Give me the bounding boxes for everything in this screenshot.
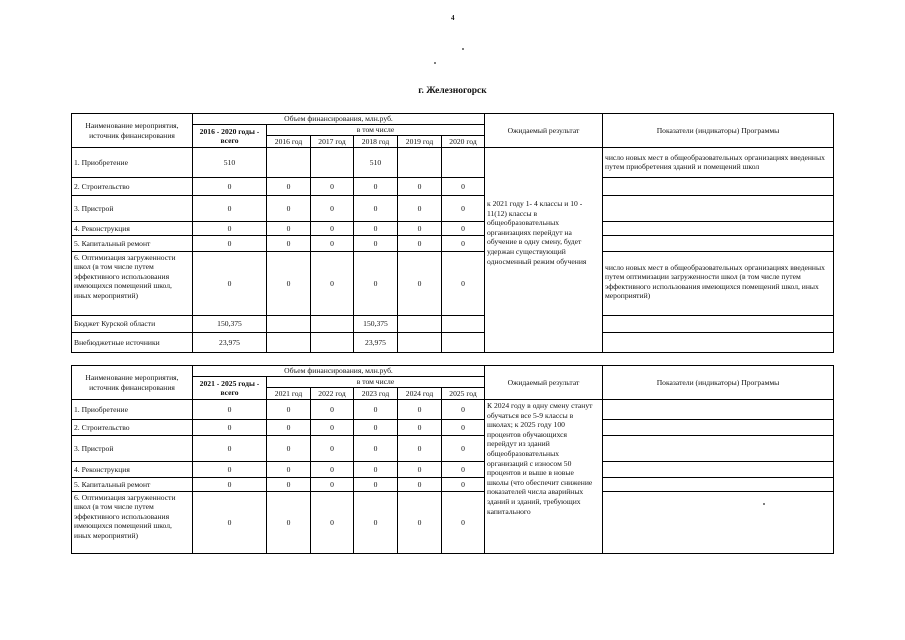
cell-value: 0 <box>442 400 485 420</box>
cell-value: 0 <box>398 478 442 492</box>
cell-value: 0 <box>311 400 354 420</box>
col-header-year: 2017 год <box>311 136 354 148</box>
cell-value: 0 <box>267 436 311 462</box>
cell-value: 0 <box>267 420 311 436</box>
cell-value <box>311 148 354 178</box>
col-header-year: 2023 год <box>354 388 398 400</box>
col-header-year: 2024 год <box>398 388 442 400</box>
cell-value: 0 <box>442 436 485 462</box>
cell-value: 0 <box>311 178 354 196</box>
cell-value: 0 <box>398 400 442 420</box>
indicator-cell: число новых мест в общеобразовательных организациях введенных путем приобретения зданий и помещений школ <box>603 148 833 178</box>
cell-value: 0 <box>267 492 311 553</box>
cell-value: 0 <box>354 478 398 492</box>
col-header-year: 2022 год <box>311 388 354 400</box>
indicator-cell <box>603 178 833 196</box>
cell-value: 0 <box>311 196 354 222</box>
cell-total: 150,375 <box>193 316 267 333</box>
cell-value <box>442 333 485 352</box>
expected-result-text: К 2024 году в одну смену станут обучаться все 5-9 классы в школах; к 2025 году 100 процентов обучающихся перейдут из зданий общеобразовательных организаций с износом 50 процентов и выше в новые школы (что обеспечит снижение показателей числа аварийных зданий и зданий, требующих капитального <box>487 401 593 516</box>
row-name: 4. Реконструкция <box>72 222 193 236</box>
cell-value <box>442 316 485 333</box>
cell-total: 0 <box>193 436 267 462</box>
col-header-indicators: Показатели (индикаторы) Программы <box>603 114 833 148</box>
cell-value: 0 <box>267 178 311 196</box>
cell-total: 0 <box>193 478 267 492</box>
row-name: 5. Капитальный ремонт <box>72 236 193 252</box>
cell-value: 0 <box>354 462 398 478</box>
cell-value <box>398 316 442 333</box>
cell-value: 150,375 <box>354 316 398 333</box>
cell-value <box>267 316 311 333</box>
row-name: 4. Реконструкция <box>72 462 193 478</box>
cell-value: 510 <box>354 148 398 178</box>
col-header-year: 2016 год <box>267 136 311 148</box>
cell-value: 0 <box>311 420 354 436</box>
cell-value: 0 <box>354 196 398 222</box>
financing-table-2016-2020 <box>71 113 834 353</box>
scan-speck <box>763 503 765 505</box>
cell-value: 0 <box>311 236 354 252</box>
cell-value: 0 <box>442 196 485 222</box>
row-name: 2. Строительство <box>72 178 193 196</box>
row-name: 2. Строительство <box>72 420 193 436</box>
cell-value: 0 <box>398 492 442 553</box>
col-header-total: 2021 - 2025 годы - всего <box>193 377 267 400</box>
cell-value: 0 <box>442 178 485 196</box>
cell-value: 0 <box>354 178 398 196</box>
col-header-year: 2025 год <box>442 388 485 400</box>
col-header-volume: Объем финансирования, млн.руб. <box>193 366 485 377</box>
cell-value: 0 <box>442 252 485 316</box>
cell-value: 0 <box>442 478 485 492</box>
page-number: 4 <box>451 14 455 22</box>
cell-value: 0 <box>354 420 398 436</box>
cell-value <box>267 333 311 352</box>
cell-total: 0 <box>193 252 267 316</box>
row-name: 6. Оптимизация загруженности школ (в том числе путем эффективного использования имеющихся помещений школ, иных мероприятий) <box>72 252 193 316</box>
cell-total: 0 <box>193 400 267 420</box>
col-header-name: Наименование мероприятия, источник финансирования <box>72 114 193 148</box>
col-header-year: 2018 год <box>354 136 398 148</box>
cell-value: 0 <box>398 252 442 316</box>
cell-value: 23,975 <box>354 333 398 352</box>
col-header-result: Ожидаемый результат <box>485 366 603 400</box>
cell-value: 0 <box>442 492 485 553</box>
indicator-cell <box>603 436 833 462</box>
cell-value: 0 <box>311 436 354 462</box>
row-name: 1. Приобретение <box>72 400 193 420</box>
cell-value: 0 <box>267 222 311 236</box>
cell-value: 0 <box>267 478 311 492</box>
cell-value: 0 <box>398 222 442 236</box>
cell-value: 0 <box>267 196 311 222</box>
indicator-cell: число новых мест в общеобразовательных организациях введенных путем оптимизации загруженности школ (в том числе путем эффективного использования имеющихся помещений школ, иных мероприятий) <box>603 252 833 316</box>
col-header-year: 2020 год <box>442 136 485 148</box>
cell-total: 0 <box>193 462 267 478</box>
row-name: 6. Оптимизация загруженности школ (в том числе путем эффективного использования имеющихся помещений школ, иных мероприятий) <box>72 492 193 553</box>
row-name: Внебюджетные источники <box>72 333 193 352</box>
cell-value: 0 <box>398 196 442 222</box>
col-header-total: 2016 - 2020 годы - всего <box>193 125 267 148</box>
indicator-cell <box>603 333 833 352</box>
cell-value: 0 <box>442 236 485 252</box>
indicator-cell <box>603 400 833 420</box>
cell-value: 0 <box>398 462 442 478</box>
cell-total: 23,975 <box>193 333 267 352</box>
cell-value: 0 <box>267 236 311 252</box>
col-header-year: 2019 год <box>398 136 442 148</box>
cell-total: 0 <box>193 492 267 553</box>
cell-value: 0 <box>398 436 442 462</box>
col-header-name: Наименование мероприятия, источник финансирования <box>72 366 193 400</box>
col-header-result: Ожидаемый результат <box>485 114 603 148</box>
cell-value: 0 <box>311 492 354 553</box>
cell-value: 0 <box>311 252 354 316</box>
cell-value: 0 <box>267 462 311 478</box>
cell-value: 0 <box>267 400 311 420</box>
cell-value: 0 <box>354 400 398 420</box>
indicator-cell <box>603 222 833 236</box>
cell-value: 0 <box>442 222 485 236</box>
cell-value: 0 <box>398 178 442 196</box>
cell-value: 0 <box>267 252 311 316</box>
row-name: 3. Пристрой <box>72 196 193 222</box>
scan-speck <box>434 62 436 64</box>
cell-total: 0 <box>193 420 267 436</box>
indicator-cell <box>603 316 833 333</box>
expected-result-text: к 2021 году 1- 4 классы и 10 - 11(12) классы в общеобразовательных организациях перейдут на обучение в одну смену, будет удержан существующий односменный режим обучения <box>487 199 587 266</box>
cell-value <box>398 333 442 352</box>
cell-value: 0 <box>354 222 398 236</box>
indicator-cell <box>603 236 833 252</box>
indicator-cell <box>603 196 833 222</box>
cell-value: 0 <box>311 478 354 492</box>
indicator-cell <box>603 420 833 436</box>
indicator-cell <box>603 492 833 553</box>
cell-value: 0 <box>311 462 354 478</box>
cell-total: 0 <box>193 196 267 222</box>
cell-value <box>267 148 311 178</box>
cell-value: 0 <box>442 420 485 436</box>
cell-value <box>311 316 354 333</box>
col-header-year: 2021 год <box>267 388 311 400</box>
cell-value: 0 <box>442 462 485 478</box>
cell-total: 0 <box>193 178 267 196</box>
cell-value: 0 <box>311 222 354 236</box>
cell-value: 0 <box>354 236 398 252</box>
cell-value: 0 <box>398 236 442 252</box>
indicator-cell <box>603 462 833 478</box>
financing-table-2021-2025 <box>71 365 834 554</box>
row-name: 1. Приобретение <box>72 148 193 178</box>
cell-value: 0 <box>354 436 398 462</box>
cell-total: 0 <box>193 236 267 252</box>
page-title: г. Железногорск <box>418 86 487 96</box>
cell-total: 0 <box>193 222 267 236</box>
row-name: 3. Пристрой <box>72 436 193 462</box>
cell-value: 0 <box>398 420 442 436</box>
col-header-incl: в том числе <box>267 125 485 136</box>
cell-value: 0 <box>354 492 398 553</box>
indicator-cell <box>603 478 833 492</box>
col-header-incl: в том числе <box>267 377 485 388</box>
cell-value <box>398 148 442 178</box>
cell-value <box>442 148 485 178</box>
row-name: Бюджет Курской области <box>72 316 193 333</box>
col-header-indicators: Показатели (индикаторы) Программы <box>603 366 833 400</box>
cell-value: 0 <box>354 252 398 316</box>
row-name: 5. Капитальный ремонт <box>72 478 193 492</box>
cell-total: 510 <box>193 148 267 178</box>
scan-speck <box>462 48 464 50</box>
col-header-volume: Объем финансирования, млн.руб. <box>193 114 485 125</box>
cell-value <box>311 333 354 352</box>
